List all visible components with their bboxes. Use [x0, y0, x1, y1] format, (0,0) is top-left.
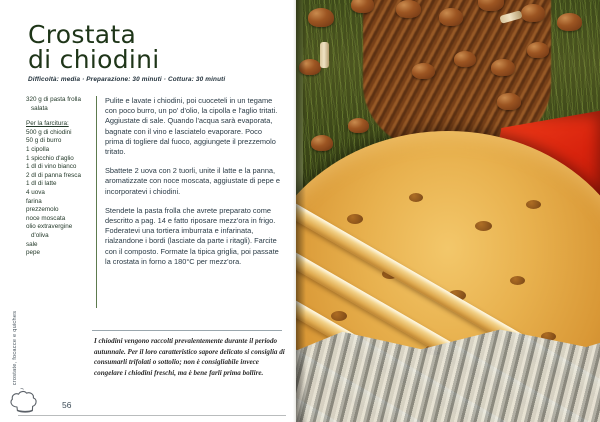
list-item: pepe: [26, 249, 41, 257]
column-divider: [96, 96, 97, 308]
instruction-step: Stendete la pasta frolla che avrete preparato come descritto a pag. 14 e fatto riposare mezz'ora in frigo. Foderatevi una tortiera imburrata e infarinata, rialzandone i bordi (lasciate da parte i ritagli). Farcite con il composto. Formate la tipica griglia, poi passate la crostata in forno a 180°C per mezz'ora.: [105, 205, 279, 266]
instruction-step: Pulite e lavate i chiodini, poi cuoceteli in un tegame con poco burro, un po' d'olio, la cipolla e l'aglio tritati. Aggiustate di sale. Quando l'acqua sarà evaporata, bagnate con il vino e lasciatelo evaporare. Poco prima di togliere dal fuoco, aggiungete il prezzemolo tritato.: [105, 96, 278, 157]
section-tag: crostate, focacce e quiches: [12, 310, 18, 386]
list-item: prezzemolo: [26, 206, 59, 214]
list-item: d'oliva: [31, 231, 49, 239]
dish-photograph: [296, 0, 600, 422]
list-item: 50 g di burro: [26, 137, 62, 145]
list-item: 1 dl di vino bianco: [26, 163, 77, 171]
mushroom-cap: [308, 8, 334, 27]
instructions-body: [105, 96, 281, 308]
recipe-title-line-2: di chiodini: [28, 45, 160, 74]
recipe-photo-page: [296, 0, 600, 422]
mushroom-cap: [351, 0, 374, 13]
footer-divider: [18, 415, 286, 416]
list-item: olio extravergine: [26, 223, 73, 231]
recipe-meta-line: Difficoltà: media · Preparazione: 30 minuti · Cottura: 30 minuti: [28, 76, 226, 83]
mushroom-cap: [527, 42, 549, 58]
recipe-text-page: [0, 0, 296, 422]
ingredients-list: [26, 96, 90, 308]
mushroom-cap: [454, 51, 476, 67]
mushroom-stem: [320, 42, 329, 68]
list-item: 1 dl di latte: [26, 180, 57, 188]
list-item: noce moscata: [26, 214, 66, 222]
mushroom-cap: [521, 4, 545, 22]
spacer: [26, 113, 90, 120]
list-item: sale: [26, 240, 38, 248]
instruction-step: Sbattete 2 uova con 2 tuorli, unite il latte e la panna, aromatizzate con noce moscata, aggiustate di pepe e incorporatevi i chiodini.: [105, 166, 281, 196]
mushroom-cap: [348, 118, 369, 133]
list-item: 320 g di pasta frolla: [26, 96, 81, 103]
recipe-title-line-1: Crostata: [28, 20, 137, 49]
mushroom-cap: [396, 0, 421, 18]
recipe-note: I chiodini vengono raccolti prevalentemente durante il periodo autunnale. Per il loro caratteristico sapore delicato si consiglia di consumarli trifolati o sottolio; non è consigliabile invece congelare i chiodini freschi, ma è bene farli prima bollire.: [94, 337, 285, 377]
list-item: 1 spicchio d'aglio: [26, 154, 74, 162]
recipe-title: [28, 22, 278, 72]
gutter-shadow: [296, 0, 306, 422]
page-number: 56: [62, 400, 72, 410]
mushroom-cap: [557, 13, 582, 31]
mushroom-cap: [497, 93, 521, 110]
chef-hat-icon: [8, 388, 42, 416]
mushroom-cap: [311, 135, 333, 151]
ingredients-subheading: Per la farcitura:: [26, 120, 69, 128]
mushroom-cap: [491, 59, 515, 76]
note-divider: [92, 330, 282, 331]
list-item: farina: [26, 197, 42, 205]
list-item: 1 cipolla: [26, 145, 50, 153]
page-title: [28, 22, 278, 72]
list-item: 4 uova: [26, 188, 45, 196]
recipe-columns: [26, 96, 281, 308]
mushroom-cap: [412, 63, 435, 79]
mushroom-cap: [439, 8, 463, 26]
list-item: 500 g di chiodini: [26, 128, 72, 136]
list-item: salata: [31, 104, 48, 112]
list-item: 2 dl di panna fresca: [26, 171, 81, 179]
